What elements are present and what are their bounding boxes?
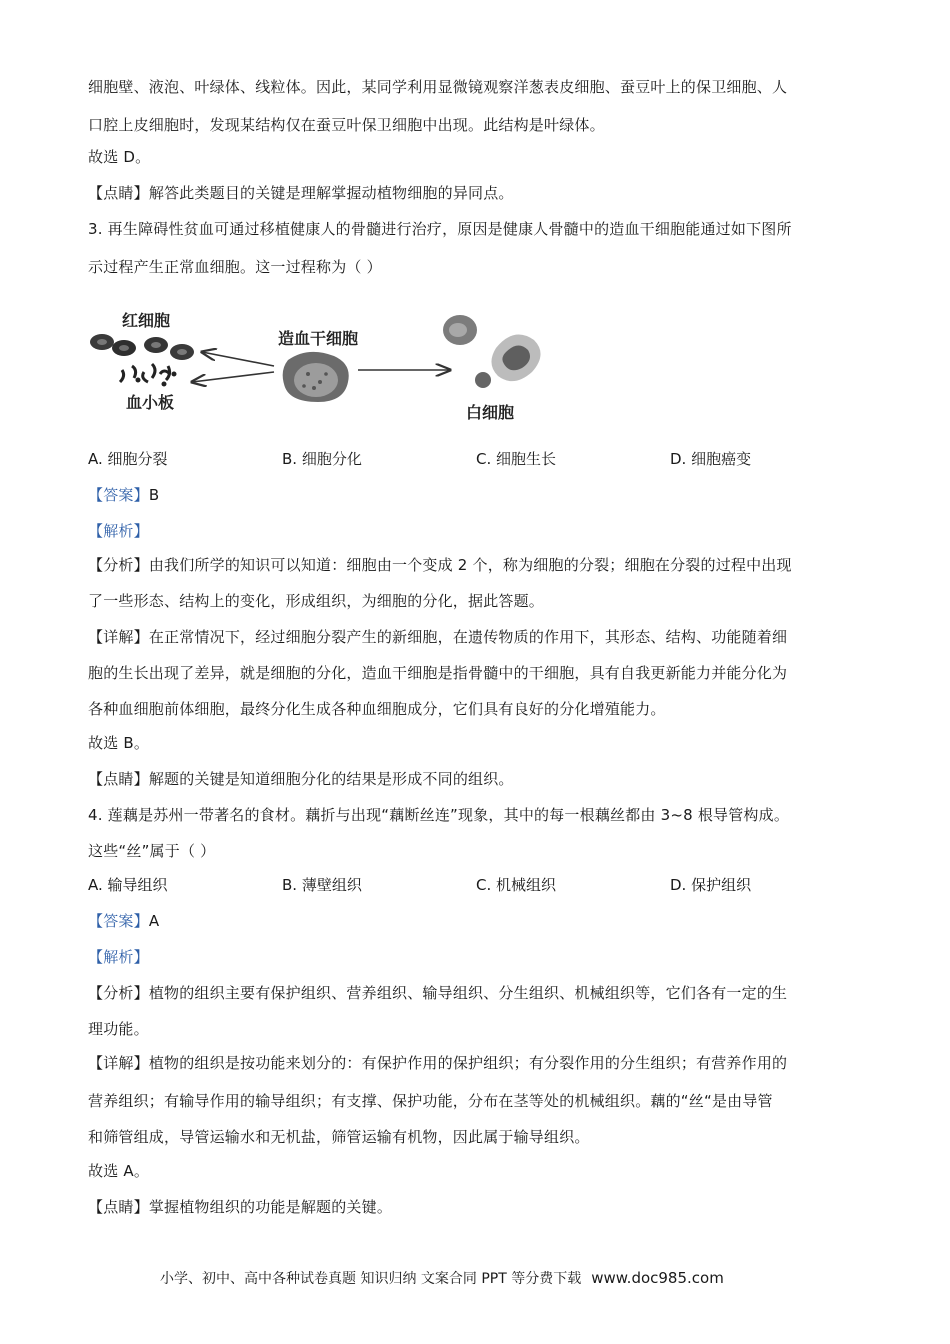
q4-tip (88, 1196, 868, 1218)
tip-text: 掌握植物组织的功能是解题的关键。 (148, 1198, 393, 1216)
label-white-blood-cell: 白细胞 (466, 403, 515, 422)
q4-stem-line-1: 4. 莲藕是苏州一带著名的食材。藕折与出现“藕断丝连”现象，其中的每一根藕丝都由 3~8 根导管构成。 (88, 806, 790, 824)
answer-tag: 【答案】 (88, 912, 149, 930)
q3-option-c: C. 细胞生长 (476, 450, 557, 468)
red-blood-cells (90, 334, 194, 360)
fenxi-tag: 【分析】 (88, 556, 149, 574)
q3-option-d: D. 细胞癌变 (670, 450, 752, 468)
q3-choice: 故选 B。 (88, 734, 150, 752)
q3-option-b: B. 细胞分化 (282, 450, 362, 468)
tip-tag: 【点睛】 (88, 1198, 149, 1216)
q3-xiangjie-line-3: 各种血细胞前体细胞，最终分化生成各种血细胞成分，它们具有良好的分化增殖能力。 (88, 700, 666, 718)
q4-xiangjie-line-2: 营养组织；有输导作用的输导组织；有支撑、保护功能，分布在茎等处的机械组织。藕的“丝“是由导管 (88, 1092, 773, 1110)
label-stem-cell: 造血干细胞 (278, 329, 359, 348)
q3-tip (88, 768, 868, 790)
footer-url[interactable]: www.doc985.com (591, 1269, 724, 1287)
label-red-blood-cell: 红细胞 (122, 311, 171, 330)
q4-fenxi-line-1 (88, 982, 868, 1004)
q4-option-b: B. 薄壁组织 (282, 876, 362, 894)
tip-tag: 【点睛】 (88, 770, 149, 788)
answer-value: A (148, 912, 160, 930)
q4-xiangjie-line-3: 和筛管组成，导管运输水和无机盐，筛管运输有机物，因此属于输导组织。 (88, 1128, 590, 1146)
tip-text: 解答此类题目的关键是理解掌握动植物细胞的异同点。 (148, 184, 514, 202)
q4-fenxi-line-2: 理功能。 (88, 1020, 149, 1038)
platelets (120, 364, 177, 387)
blood-cell-differentiation-figure (88, 300, 548, 435)
answer-value: B (148, 486, 160, 504)
page-footer (160, 1268, 860, 1289)
tip-tag: 【点睛】 (88, 184, 149, 202)
xiangjie-tag: 【详解】 (88, 1054, 149, 1072)
q3-xiangjie-line-2: 胞的生长出现了差异，就是细胞的分化，造血干细胞是指骨髓中的干细胞，具有自我更新能力并能分化为 (88, 664, 788, 682)
answer-tag: 【答案】 (88, 486, 149, 504)
q3-xiangjie-line-1 (88, 626, 868, 648)
q3-stem-line-1: 3. 再生障碍性贫血可通过移植健康人的骨髓进行治疗，原因是健康人骨髓中的造血干细胞能通过如下图所 (88, 220, 792, 238)
intro-line-1: 细胞壁、液泡、叶绿体、线粒体。因此，某同学利用显微镜观察洋葱表皮细胞、蚕豆叶上的保卫细胞、人 (88, 78, 788, 96)
xiangjie-text: 在正常情况下，经过细胞分裂产生的新细胞，在遗传物质的作用下，其形态、结构、功能随着细 (148, 628, 788, 646)
stem-cell (283, 352, 349, 402)
q2-tip (88, 182, 868, 204)
q4-answer (88, 910, 868, 932)
tip-text: 解题的关键是知道细胞分化的结果是形成不同的组织。 (148, 770, 514, 788)
q4-option-c: C. 机械组织 (476, 876, 557, 894)
q3-stem-line-2: 示过程产生正常血细胞。这一过程称为（ ） (88, 258, 382, 276)
q3-fenxi-line-2: 了一些形态、结构上的变化，形成组织，为细胞的分化，据此答题。 (88, 592, 545, 610)
fenxi-tag: 【分析】 (88, 984, 149, 1002)
q4-analysis-tag: 【解析】 (88, 948, 149, 966)
white-blood-cells (443, 315, 541, 388)
q4-stem-line-2: 这些“丝”属于（ ） (88, 842, 216, 860)
q4-xiangjie-line-1 (88, 1052, 868, 1074)
q3-analysis-tag: 【解析】 (88, 522, 149, 540)
intro-line-2: 口腔上皮细胞时，发现某结构仅在蚕豆叶保卫细胞中出现。此结构是叶绿体。 (88, 116, 605, 134)
q2-choice: 故选 D。 (88, 148, 151, 166)
fenxi-text: 由我们所学的知识可以知道：细胞由一个变成 2 个，称为细胞的分裂；细胞在分裂的过程中出现 (148, 556, 792, 574)
q4-option-d: D. 保护组织 (670, 876, 752, 894)
label-platelet: 血小板 (126, 393, 175, 412)
q3-fenxi-line-1 (88, 554, 868, 576)
q4-choice: 故选 A。 (88, 1162, 150, 1180)
q3-answer (88, 484, 868, 506)
fenxi-text: 植物的组织主要有保护组织、营养组织、输导组织、分生组织、机械组织等，它们各有一定的生 (148, 984, 788, 1002)
figure-svg (88, 300, 548, 435)
xiangjie-tag: 【详解】 (88, 628, 149, 646)
q4-option-a: A. 输导组织 (88, 876, 168, 894)
footer-text: 小学、初中、高中各种试卷真题 知识归纳 文案合同 PPT 等分费下载 (160, 1271, 582, 1287)
xiangjie-text: 植物的组织是按功能来划分的：有保护作用的保护组织；有分裂作用的分生组织；有营养作用的 (148, 1054, 788, 1072)
q3-option-a: A. 细胞分裂 (88, 450, 168, 468)
